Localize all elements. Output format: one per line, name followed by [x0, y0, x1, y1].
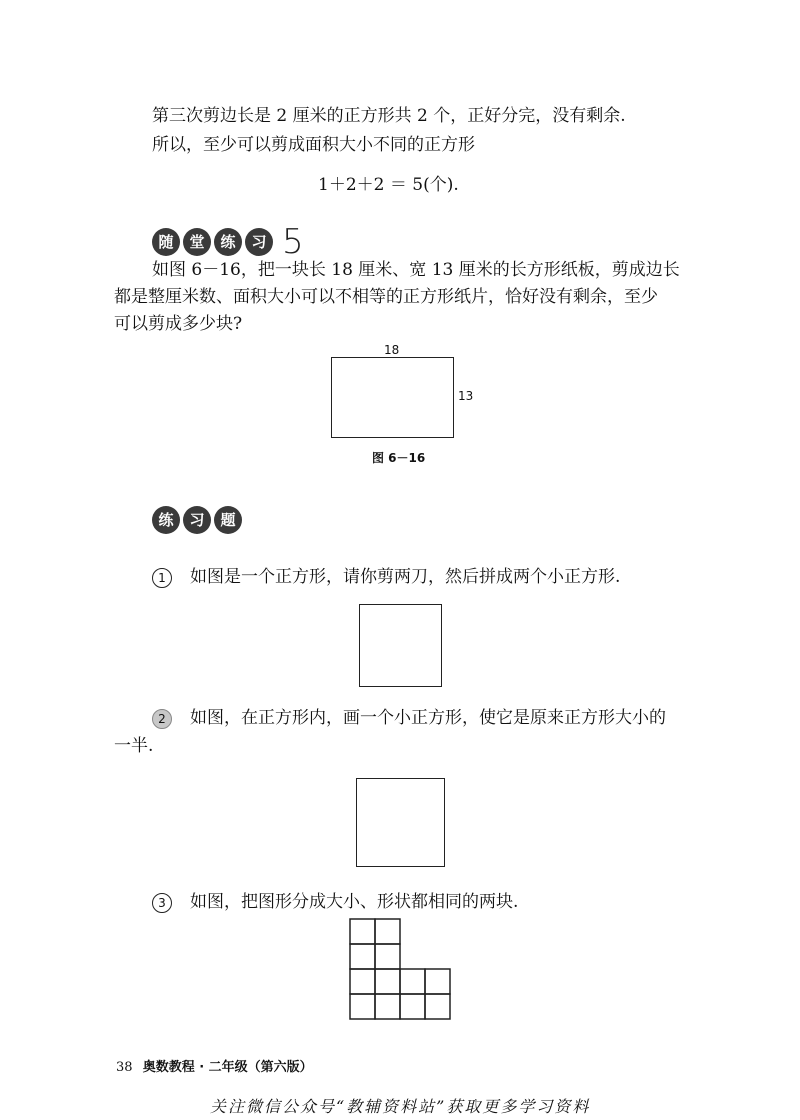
page-footer	[116, 1056, 313, 1075]
exercise-2-text: 如图，在正方形内，画一个小正方形，使它是原来正方形大小的	[190, 708, 666, 728]
page-number: 38	[116, 1060, 133, 1075]
grid-cell	[375, 944, 400, 969]
square-figure-1	[359, 604, 442, 687]
square-figure-2	[356, 778, 445, 867]
book-title: 奥数教程 · 二年级（第六版）	[142, 1060, 313, 1075]
figure-width-label: 18	[384, 343, 400, 357]
grid-cell	[400, 994, 425, 1019]
grid-cell	[425, 994, 450, 1019]
figure-height-label: 13	[458, 389, 474, 403]
practice-badge-3: 练	[214, 228, 242, 256]
practice-badge-4: 习	[245, 228, 273, 256]
grid-cell	[375, 919, 400, 944]
exercise-2-text-2: 一半.	[114, 736, 154, 756]
intro-line-2: 所以，至少可以剪成面积大小不同的正方形	[152, 135, 475, 155]
grid-cell	[375, 969, 400, 994]
grid-cell	[400, 969, 425, 994]
grid-figure	[349, 918, 452, 1022]
grid-cell	[425, 969, 450, 994]
practice-line-3: 可以剪成多少块?	[114, 314, 243, 334]
practice-badge-2: 堂	[183, 228, 211, 256]
exercises-badge-2: 习	[183, 506, 211, 534]
exercise-1-number: 1	[152, 568, 172, 588]
exercises-badge-1: 练	[152, 506, 180, 534]
exercise-1	[152, 565, 620, 589]
exercise-3	[152, 890, 518, 914]
exercise-2-number: 2	[152, 709, 172, 729]
grid-cell	[375, 994, 400, 1019]
figure-caption: 图 6－16	[372, 451, 426, 465]
grid-cell	[350, 944, 375, 969]
exercises-badge-3: 题	[214, 506, 242, 534]
exercise-3-number: 3	[152, 893, 172, 913]
rectangle-figure	[331, 357, 454, 438]
exercise-1-text: 如图是一个正方形，请你剪两刀，然后拼成两个小正方形.	[190, 567, 621, 587]
grid-cell	[350, 969, 375, 994]
exercise-2	[152, 706, 666, 730]
intro-line-1: 第三次剪边长是 2 厘米的正方形共 2 个，正好分完，没有剩余.	[152, 106, 626, 126]
exercise-3-text: 如图，把图形分成大小、形状都相同的两块.	[190, 892, 519, 912]
practice-line-1: 如图 6－16，把一块长 18 厘米、宽 13 厘米的长方形纸板，剪成边长	[152, 260, 680, 280]
practice-number: 5	[282, 222, 304, 262]
grid-cell	[350, 994, 375, 1019]
practice-badge-1: 随	[152, 228, 180, 256]
intro-formula: 1＋2＋2 ＝ 5(个).	[318, 175, 459, 195]
grid-cell	[350, 919, 375, 944]
exercises-heading	[152, 506, 245, 534]
watermark-text: 关注微信公众号“教辅资料站”获取更多学习资料	[210, 1097, 591, 1116]
practice-line-2: 都是整厘米数、面积大小可以不相等的正方形纸片，恰好没有剩余，至少	[114, 287, 658, 307]
practice-heading	[152, 222, 304, 262]
